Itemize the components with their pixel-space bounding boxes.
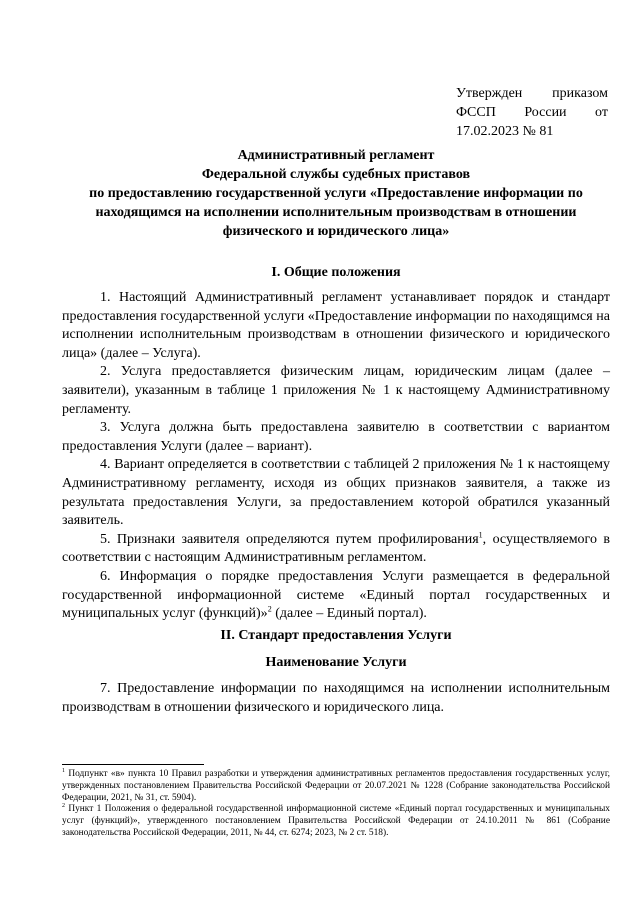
footnote-1-mark: 1 xyxy=(62,767,65,774)
paragraph-7: 7. Предоставление информации по находящимся на исполнении исполнительным производствам в отношении физического и юридического лица. xyxy=(62,681,610,715)
approval-line: ФССП России от xyxy=(456,105,608,120)
section-standard-body xyxy=(62,680,610,717)
footnote-ref-1[interactable]: 1 xyxy=(478,530,483,540)
title-line: Федеральной службы судебных приставов xyxy=(201,167,471,182)
paragraph-6-text: 6. Информация о порядке предоставления Услуги размещается в федеральной государственной информационной системе «Единый портал государственных и муниципальных услуг (функций)» xyxy=(62,568,610,622)
document-title xyxy=(62,146,610,241)
paragraph-5 xyxy=(62,531,610,568)
paragraph-5-text: 5. Признаки заявителя определяются путем профилирования xyxy=(100,531,479,547)
title-line: по предоставлению государственной услуги «Предоставление информации по xyxy=(89,186,583,201)
title-line: находящимся на исполнении исполнительным производствам в отношении xyxy=(95,205,577,220)
paragraph-3: 3. Услуга должна быть предоставлена заявителю в соответствии с вариантом предоставления Услуги (далее – вариант). xyxy=(62,420,610,454)
footnote-2 xyxy=(62,804,610,839)
paragraph-6-tail: (далее – Единый портал). xyxy=(271,606,427,622)
section-general-body xyxy=(62,289,610,624)
footnote-ref-2[interactable]: 2 xyxy=(267,604,272,614)
section-heading-standard: II. Стандарт предоставления Услуги xyxy=(220,628,452,643)
section-heading-general: I. Общие положения xyxy=(271,265,401,280)
footnote-1-text: Подпункт «в» пункта 10 Правил разработки и утверждения административных регламентов предоставления государственных услуг, утвержденных постановлением Правительства Российской Федерации от 20.07.2021 № 1228 (Собрание законодательства Российской Федерации, 2021, № 31, ст. 5904). xyxy=(62,769,610,803)
subheading-service-name: Наименование Услуги xyxy=(265,655,407,670)
paragraph-4: 4. Вариант определяется в соответствии с таблицей 2 приложения № 1 к настоящему Административному регламенту, исходя из общих признаков заявителя, а также из результата предоставления Услуги, за предоставлением которой обратился указанный заявитель. xyxy=(62,457,610,529)
title-line: физического и юридического лица» xyxy=(222,224,450,239)
paragraph-2: 2. Услуга предоставляется физическим лицам, юридическим лицам (далее – заявители), указанным в таблице 1 приложения № 1 к настоящему Административному регламенту. xyxy=(62,364,610,417)
footnote-separator xyxy=(62,764,204,765)
footnote-2-text: Пункт 1 Положения о федеральной государственной информационной системе «Единый портал государственных и муниципальных услуг (функций)», утвержденного постановлением Правительства Российской Федерации от 24.10.2011 № 861 (Собрание законодательства Российской Федерации, 2011, № 44, ст. 6274; 2023, № 2 ст. 518). xyxy=(62,804,610,838)
paragraph-1: 1. Настоящий Административный регламент устанавливает порядок и стандарт предоставления государственной услуги «Предоставление информации по находящимся на исполнении исполнительным производствам в отношении физического и юридического лица» (далее – Услуга). xyxy=(62,290,610,361)
title-line: Административный регламент xyxy=(237,148,435,163)
footnote-2-mark: 2 xyxy=(62,803,65,810)
footnote-1 xyxy=(62,769,610,804)
paragraph-5-tail: , осуществляемого в соответствии с настоящим Административным регламентом. xyxy=(62,531,610,566)
footnotes xyxy=(62,769,610,840)
approval-line: 17.02.2023 № 81 xyxy=(456,124,554,139)
approval-stamp xyxy=(456,84,608,141)
approval-line: Утвержден приказом xyxy=(456,86,608,101)
paragraph-6 xyxy=(62,568,610,624)
